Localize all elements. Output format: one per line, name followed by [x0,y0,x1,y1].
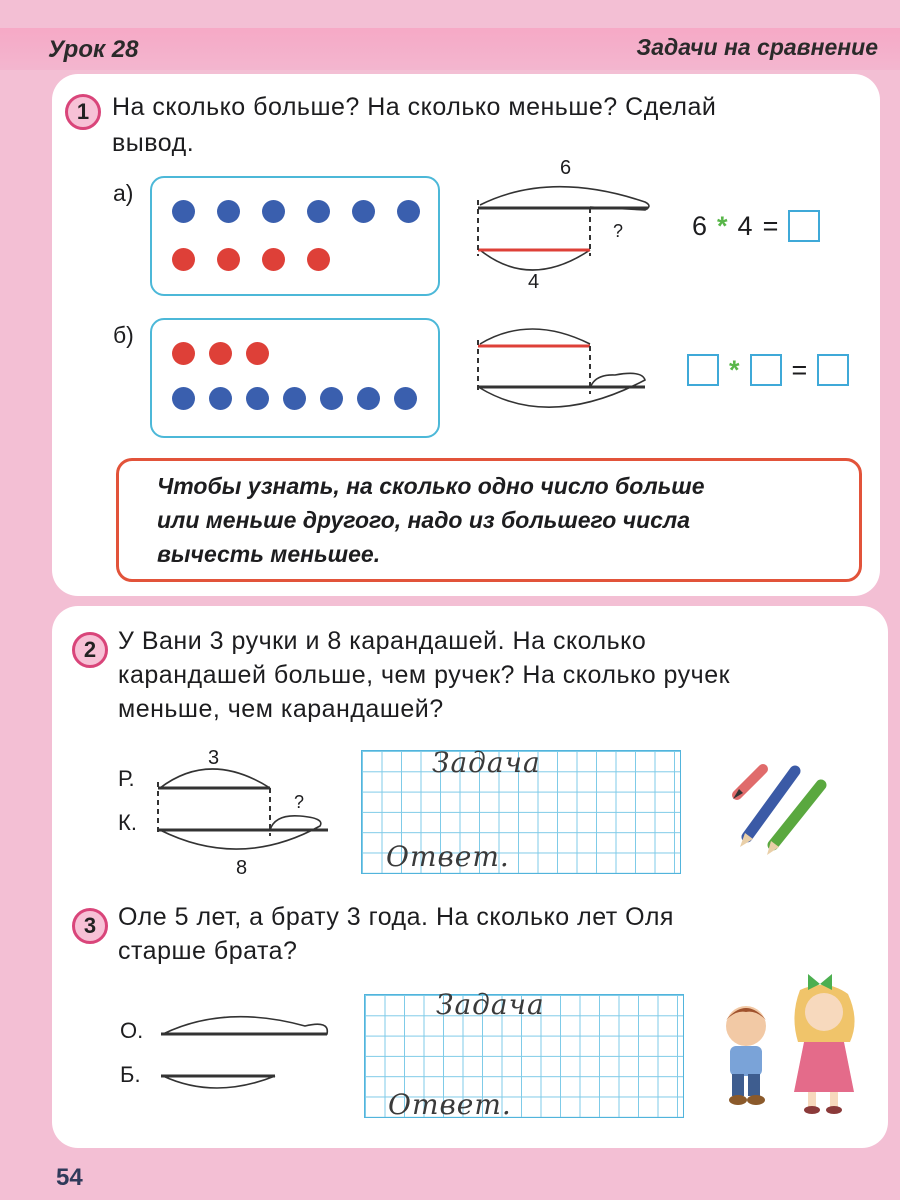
rule-box [116,458,862,582]
task3-number-badge: 3 [72,908,108,944]
eq-a-equals: = [762,210,779,241]
task2-top-value: 3 [208,747,220,769]
red-dot [172,342,195,365]
blue-dot [172,200,195,223]
rule-line1: Чтобы узнать, на сколько одно число больше [157,473,705,499]
part-b-top-arc [480,329,590,344]
eq-a-left: 6 [692,210,708,241]
eq-b-box-2[interactable] [750,354,782,386]
red-dot [172,248,195,271]
eq-b-equals: = [791,354,808,385]
rule-line2: или меньше другого, надо из большего числа [157,507,691,533]
page-number: 54 [56,1164,83,1191]
blue-dot [217,200,240,223]
part-a-bottom-value: 4 [528,271,540,293]
task1-text-line1: На сколько больше? На сколько меньше? Сделай [112,93,717,121]
part-a-top-value: 6 [560,157,572,179]
eq-a-operator: * [717,210,728,241]
part-a-bar-diagram [470,150,670,300]
task2-number-badge: 2 [72,632,108,668]
eq-b-box-1[interactable] [687,354,719,386]
part-b-bottom-arc [480,373,645,407]
rule-line3: вычесть меньшее. [157,541,381,567]
girl-figure [794,974,855,1114]
part-b-bar-diagram [470,320,670,420]
part-a-dots-box [150,176,440,296]
lesson-label: Урок 28 [48,36,139,63]
children-illustration [708,960,868,1120]
task3-script-task: Задача [436,988,545,1021]
eq-a-answer-box[interactable] [788,210,820,242]
task2-text-line3: меньше, чем карандашей? [118,695,444,723]
task3-text-line1: Оле 5 лет, а брату 3 года. На сколько лет Оля [118,903,674,931]
blue-dot [352,200,375,223]
task2-text-line2: карандашей больше, чем ручек? На сколько ручек [118,661,731,689]
task2-row1-label: Р. [118,766,135,791]
red-pencil [733,769,763,799]
topic-label: Задачи на сравнение [636,34,878,60]
task2-top-arc [160,769,270,788]
blue-dot [307,200,330,223]
red-dot [217,248,240,271]
pencils-illustration [725,755,835,865]
boy-figure [726,1006,766,1105]
part-a-question: ? [613,221,624,241]
task2-question: ? [294,792,305,812]
part-a-equation [692,210,820,242]
task2-script-task: Задача [432,746,541,779]
task2-bottom-value: 8 [236,857,248,879]
task3-script-answer: Ответ. [388,1088,512,1121]
blue-dot [209,387,232,410]
blue-dot [397,200,420,223]
eq-b-operator: * [729,354,740,385]
task3-row1-label: О. [120,1018,144,1043]
part-b-label: б) [113,322,134,348]
blue-dot [394,387,417,410]
blue-dot [283,387,306,410]
part-b-dots-box [150,318,440,438]
blue-dot [357,387,380,410]
blue-dot [320,387,343,410]
task3-top-arc [163,1017,327,1034]
red-dot [262,248,285,271]
task3-bar-diagram [155,1000,345,1100]
part-a-label: а) [113,180,134,206]
part-b-equation [687,354,849,386]
task2-bar-diagram [150,740,350,880]
task3-row2-label: Б. [120,1062,141,1087]
part-a-bottom-arc [480,250,590,270]
task2-script-answer: Ответ. [386,840,510,873]
red-dot [209,342,232,365]
blue-dot [262,200,285,223]
task2-bottom-arc [160,816,321,849]
task2-row2-label: К. [118,810,137,835]
eq-a-right: 4 [737,210,753,241]
task3-bottom-arc [163,1076,275,1088]
task2-text-line1: У Вани 3 ручки и 8 карандашей. На сколько [118,627,647,655]
red-dot [246,342,269,365]
task3-text-line2: старше брата? [118,937,298,965]
blue-dot [172,387,195,410]
blue-dot [246,387,269,410]
eq-b-answer-box[interactable] [817,354,849,386]
rule-text [157,469,847,571]
red-dot [307,248,330,271]
task1-number-badge: 1 [65,94,101,130]
task1-text-line2: вывод. [112,129,195,157]
